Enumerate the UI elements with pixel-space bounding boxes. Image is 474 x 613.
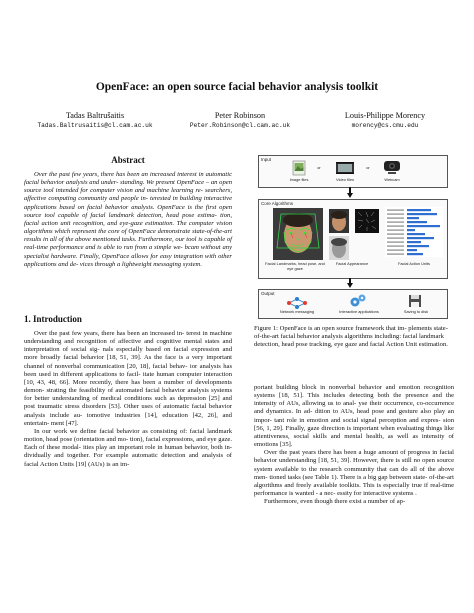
action-units-bars (385, 207, 443, 257)
author-3 (310, 111, 460, 130)
text-line: recognition systems [18, 51]. This includes detecting both (254, 384, 454, 400)
text-line: OpenFace demonstrate state-of-the-art results in all of the (24, 228, 232, 244)
text-line: ior analysis has been used in different applications to facil- (24, 362, 233, 378)
text-line: and analysis of facial Action Units [19] (AUs) is an im- (24, 452, 232, 468)
text-line: ment [47]. (50, 419, 79, 427)
abstract-paragraph (24, 171, 232, 269)
text-line: interest in automatic facial behavior analysis and under- (24, 171, 232, 187)
down-arrow-icon (347, 283, 353, 288)
gears-icon (349, 293, 367, 309)
abstract-heading: Abstract (111, 155, 145, 165)
face-appearance-image (329, 236, 349, 260)
input-label: Input (261, 157, 272, 162)
text-line: itate human computer interaction [10, 43, 48, 66]. More (24, 370, 233, 386)
input-panel (258, 155, 448, 188)
text-line: tioned tasks (see Table 1). There is a big gap between state- (269, 473, 428, 481)
text-line: allows for easy integration with other applications and de- (24, 252, 232, 268)
paragraph (254, 498, 454, 506)
text-line: eye gaze and facial Action Unit estimation. (334, 341, 448, 349)
core-algorithms-label: Core Algorithms (261, 201, 294, 206)
or-label: or (366, 165, 370, 170)
text-line: Over the past years there has been a huge amount of (264, 449, 406, 457)
text-line: as depression [25] and post traumatic stress disorders [53]. (24, 395, 232, 411)
saving-to-disk-label: Saving to disk (403, 309, 429, 314)
text-line: essity for interactive systems . (337, 490, 417, 498)
text-line: facial behavior [18, 51, 39]. As the face is a very important (63, 354, 233, 362)
text-line: dition to AUs, head pose and gesture also play an impor- (254, 408, 454, 424)
video-files-label: Video files (336, 177, 354, 182)
text-line: tomotive industries [14], education [42, 26], and entertain- (24, 411, 232, 427)
down-arrow-icon (347, 193, 353, 198)
author-name: Peter Robinson (214, 111, 266, 120)
text-line: especially true if real-time performance is wanted - a nec- (254, 481, 454, 498)
text-line: Figure 1: OpenFace is an open source framework that im- (254, 325, 407, 332)
text-line: intended for computer vision and machine learning re- (55, 187, 203, 195)
text-line: strating the feasibility of automated facial behavior analysis (46, 387, 209, 395)
author-name: Tadas Baltrušaitis (65, 111, 125, 120)
network-messaging-icon (285, 295, 309, 309)
paragraph (254, 449, 454, 498)
text-line: terested in building interactive applications based on facial (24, 195, 232, 211)
introduction-body (24, 330, 232, 469)
text-line: vices through a lightweight messaging system. (79, 260, 202, 268)
text-line: systems for better understanding of medical conditions such (24, 387, 233, 403)
text-line: health, as well as intensity of emotions [35]. (254, 432, 454, 449)
text-line: behavior analysis. OpenFace is the first open source tool (24, 203, 232, 219)
text-line: Over the past few years, there has been an increased (34, 171, 176, 178)
text-line: Over the past few years, there has been an increased in- (34, 330, 185, 337)
text-line: terest in machine understanding and recognition of affective (24, 330, 232, 346)
or-label: or (317, 165, 321, 170)
output-panel (258, 289, 448, 319)
text-line: dividually and together. For example automatic detection (24, 452, 186, 460)
text-line: plements state-of-the-art facial behavior analysis algorithms (254, 325, 448, 341)
text-line: capable of facial landmark detection, head pose estima- (58, 211, 217, 219)
figure-1 (254, 151, 450, 319)
author-2 (170, 111, 310, 130)
section-heading-introduction: 1. Introduction (24, 314, 82, 324)
text-line: sion [56, 1, 29]. Finally, gaze direction is important when (254, 416, 454, 432)
author-email: Tadas.Baltrusaitis@cl.cam.ac.uk (37, 122, 153, 129)
facial-action-units-label: Facial Action Units (397, 261, 430, 266)
face-landmarks-image (273, 208, 323, 260)
paper-title: OpenFace: an open source facial behavior analysis toolkit (95, 81, 379, 93)
abstract-body (24, 171, 232, 269)
webcam-icon (381, 159, 403, 177)
image-files-icon (291, 160, 307, 176)
text-line: recently, there has been a number of developments demon- (24, 378, 232, 395)
text-line: bcam without any specialist hardware. Finally, OpenFace (24, 244, 232, 260)
text-line: yse their occurrence, co-occurrence and dynamics. In ad- (254, 400, 455, 416)
text-line: of-the-art algorithms and freely available toolkits. This is (254, 473, 454, 489)
text-line: including: facial landmark detection, head pose tracking, (254, 333, 444, 349)
author-email: morency@cs.cmu.edu (351, 122, 419, 129)
facial-appearance-label: Facial Appearance (335, 261, 369, 266)
text-line: channel of nonverbal communication [20, 18], facial behav- (24, 362, 188, 370)
text-line: real-time performance and is able to run from a simple we- (24, 244, 183, 252)
video-files-icon (335, 160, 355, 176)
author-email: Peter.Robinson@cl.cam.ac.uk (189, 122, 291, 129)
text-line: Other uses of automatic facial behavior analysis include au- (24, 403, 232, 419)
text-line: the research community that can do all of the above men- (254, 465, 454, 481)
text-line: nals especially based on facial expression and more broadly (24, 346, 232, 362)
text-line: above mentioned tasks. Furthermore, our tool is capable of (75, 236, 232, 244)
paragraph (254, 384, 454, 449)
face-appearance-image (329, 209, 349, 233)
text-line: Furthermore, even though there exist a number of ap- (264, 498, 406, 506)
text-line: The computer vision algorithms which represent the core of (24, 219, 232, 236)
core-algorithms-panel (258, 199, 448, 279)
facial-landmarks-label: Facial Landmarks, head pose, and eye gaze (265, 261, 325, 271)
text-line: tion, facial action unit recognition, and eye-gaze estimation. (24, 211, 232, 227)
figure-caption (254, 325, 454, 349)
text-line: In our work we define facial behavior as consisting of: (34, 427, 188, 435)
text-line: tion), facial expressions, and eye gaze. Each of these modal- (24, 436, 233, 452)
right-column-body (254, 384, 454, 506)
webcam-label: Webcam (384, 177, 400, 182)
text-line: tant role in emotion and social signal perception and expres- (274, 416, 441, 424)
hog-grid-image (355, 209, 379, 233)
image-files-label: Image files (289, 177, 309, 182)
author-1 (20, 111, 170, 130)
text-line: searchers, affective computing community and people in- (24, 187, 232, 203)
text-line: However, there is still no open source system available to (254, 457, 455, 473)
text-line: standing. We present OpenFace – an open source tool (24, 179, 232, 195)
text-line: ities play an important role in human behavior, both in- (82, 444, 233, 452)
text-line: and cognitive mental states and interpretation of social sig- (24, 338, 232, 354)
interactive-applications-label: Interactive applications (339, 309, 379, 314)
network-messaging-label: Network messaging (279, 309, 315, 314)
paragraph (24, 330, 232, 428)
text-line: the presence and the intensity of AUs, allowing us to anal- (254, 392, 454, 408)
text-line: facial landmark motion, head pose (orientation and mo- (24, 427, 232, 444)
text-line: evaluating things like attentiveness, social skills and mental (254, 424, 454, 440)
author-name: Louis-Philippe Morency (344, 111, 426, 120)
paragraph (24, 428, 232, 469)
output-label: Output (261, 291, 275, 296)
save-disk-icon (407, 294, 423, 309)
text-line: progress in facial behavior understanding [18, 51, 39]. (254, 449, 455, 465)
text-line: portant building block in nonverbal behavior and emotion (254, 384, 421, 391)
